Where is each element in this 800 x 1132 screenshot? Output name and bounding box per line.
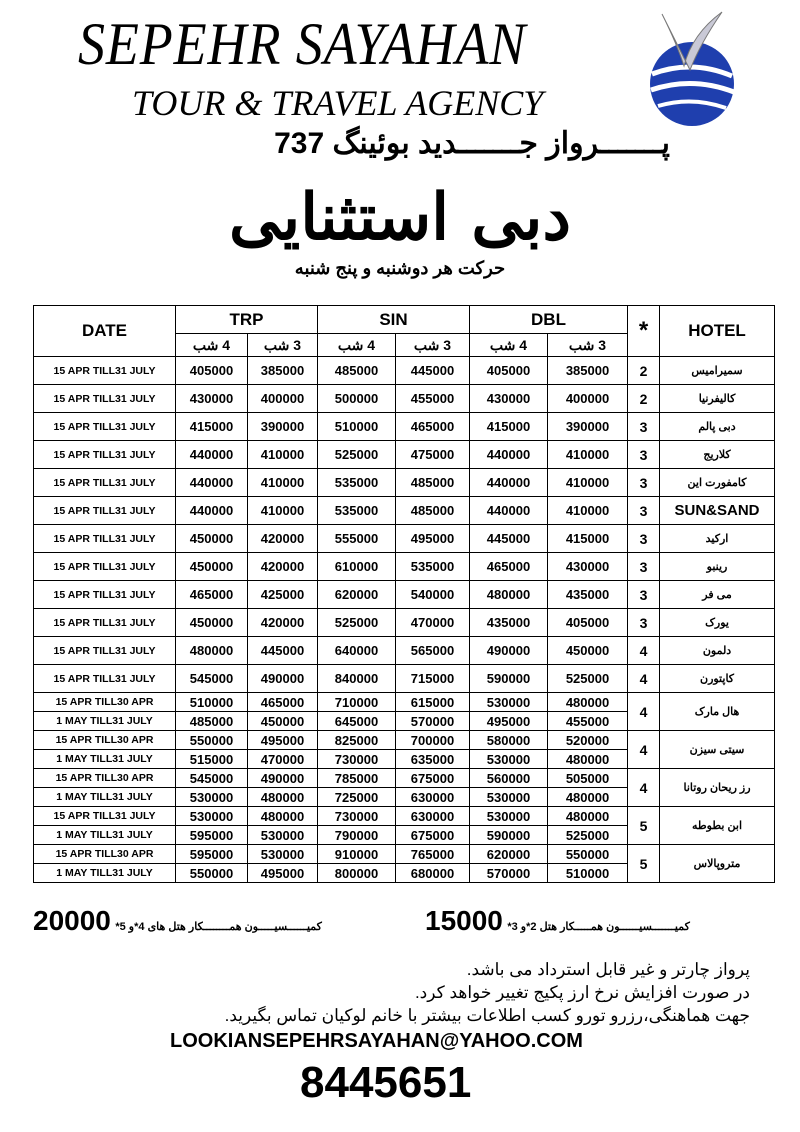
hotel-name: می فر: [660, 581, 775, 609]
price-trp4: 510000: [176, 693, 248, 712]
price-sin3: 445000: [396, 357, 470, 385]
date-range: 15 APR TILL31 JULY: [34, 553, 176, 581]
price-sin4: 785000: [318, 769, 396, 788]
price-dbl4: 495000: [470, 712, 548, 731]
price-sin3: 700000: [396, 731, 470, 750]
price-sin4: 840000: [318, 665, 396, 693]
price-trp4: 550000: [176, 864, 248, 883]
star-rating: 4: [628, 731, 660, 769]
price-dbl4: 480000: [470, 581, 548, 609]
price-dbl3: 480000: [548, 788, 628, 807]
price-sin3: 635000: [396, 750, 470, 769]
hotel-name: سمیرامیس: [660, 357, 775, 385]
price-dbl3: 390000: [548, 413, 628, 441]
price-sin3: 630000: [396, 807, 470, 826]
price-trp3: 445000: [248, 637, 318, 665]
price-trp4: 595000: [176, 826, 248, 845]
price-trp3: 530000: [248, 826, 318, 845]
table-row: [34, 845, 775, 864]
header-dbl-4nights: 4 شب: [470, 334, 548, 357]
contact-email[interactable]: LOOKIANSEPEHRSAYAHAN@YAHOO.COM: [170, 1030, 583, 1052]
price-trp4: 450000: [176, 525, 248, 553]
price-sin4: 645000: [318, 712, 396, 731]
price-dbl3: 455000: [548, 712, 628, 731]
date-range: 15 APR TILL31 JULY: [34, 441, 176, 469]
price-trp4: 480000: [176, 637, 248, 665]
price-dbl3: 480000: [548, 807, 628, 826]
hotel-name: ارکید: [660, 525, 775, 553]
header-trp: TRP: [176, 306, 318, 334]
price-sin3: 570000: [396, 712, 470, 731]
contact-phone[interactable]: 8445651: [300, 1058, 472, 1107]
note-line: در صورت افزایش نرخ ارز پکیج تغییر خواهد کرد.: [414, 983, 750, 1002]
table-row: [34, 413, 775, 441]
price-trp4: 545000: [176, 769, 248, 788]
hotel-name: رز ریحان روتانا: [660, 769, 775, 807]
price-dbl4: 435000: [470, 609, 548, 637]
star-rating: 3: [628, 441, 660, 469]
hotel-name: هال مارک: [660, 693, 775, 731]
header-sin-4nights: 4 شب: [318, 334, 396, 357]
date-range: 15 APR TILL30 APR: [34, 845, 176, 864]
table-row: [34, 693, 775, 712]
header-date: DATE: [34, 306, 176, 357]
price-dbl3: 550000: [548, 845, 628, 864]
star-rating: 3: [628, 469, 660, 497]
price-sin3: 535000: [396, 553, 470, 581]
date-range: 15 APR TILL31 JULY: [34, 525, 176, 553]
date-range: 1 MAY TILL31 JULY: [34, 864, 176, 883]
price-dbl3: 415000: [548, 525, 628, 553]
hotel-name: دلمون: [660, 637, 775, 665]
globe-bird-logo: [622, 4, 742, 134]
price-sin4: 485000: [318, 357, 396, 385]
star-rating: 5: [628, 845, 660, 883]
commission-2-3-star: [425, 905, 690, 937]
price-dbl3: 505000: [548, 769, 628, 788]
departure-days: حرکت هر دوشنبه و پنج شنبه: [294, 258, 506, 278]
hotel-name: SUN&SAND: [660, 497, 775, 525]
price-trp3: 465000: [248, 693, 318, 712]
date-range: 1 MAY TILL31 JULY: [34, 826, 176, 845]
price-dbl4: 530000: [470, 693, 548, 712]
price-dbl4: 440000: [470, 441, 548, 469]
date-range: 15 APR TILL31 JULY: [34, 413, 176, 441]
price-trp3: 490000: [248, 665, 318, 693]
price-dbl4: 570000: [470, 864, 548, 883]
price-table-body: [34, 357, 775, 883]
price-trp3: 425000: [248, 581, 318, 609]
price-trp3: 480000: [248, 807, 318, 826]
price-dbl4: 530000: [470, 807, 548, 826]
date-range: 1 MAY TILL31 JULY: [34, 750, 176, 769]
price-sin3: 765000: [396, 845, 470, 864]
price-dbl4: 580000: [470, 731, 548, 750]
notes-block: [225, 958, 750, 1027]
price-sin4: 525000: [318, 609, 396, 637]
agency-subtitle: TOUR & TRAVEL AGENCY: [132, 83, 544, 123]
price-trp4: 440000: [176, 469, 248, 497]
price-sin4: 510000: [318, 413, 396, 441]
price-dbl4: 560000: [470, 769, 548, 788]
table-row: [34, 581, 775, 609]
price-trp3: 420000: [248, 525, 318, 553]
date-range: 15 APR TILL31 JULY: [34, 665, 176, 693]
date-range: 15 APR TILL30 APR: [34, 693, 176, 712]
price-sin3: 715000: [396, 665, 470, 693]
date-range: 1 MAY TILL31 JULY: [34, 788, 176, 807]
star-rating: 4: [628, 769, 660, 807]
date-range: 15 APR TILL31 JULY: [34, 581, 176, 609]
star-rating: 4: [628, 693, 660, 731]
price-sin3: 455000: [396, 385, 470, 413]
price-sin3: 675000: [396, 769, 470, 788]
star-rating: 3: [628, 525, 660, 553]
table-row: [34, 469, 775, 497]
price-dbl3: 480000: [548, 693, 628, 712]
header-dbl: DBL: [470, 306, 628, 334]
price-dbl4: 440000: [470, 497, 548, 525]
price-sin4: 640000: [318, 637, 396, 665]
price-sin4: 710000: [318, 693, 396, 712]
price-sin3: 680000: [396, 864, 470, 883]
price-trp3: 480000: [248, 788, 318, 807]
hotel-name: کلاریج: [660, 441, 775, 469]
price-trp4: 545000: [176, 665, 248, 693]
price-trp4: 405000: [176, 357, 248, 385]
date-range: 15 APR TILL31 JULY: [34, 497, 176, 525]
table-row: [34, 553, 775, 581]
star-rating: 2: [628, 357, 660, 385]
price-trp4: 440000: [176, 441, 248, 469]
price-dbl4: 590000: [470, 826, 548, 845]
price-sin4: 620000: [318, 581, 396, 609]
header-dbl-3nights: 3 شب: [548, 334, 628, 357]
table-row: [34, 441, 775, 469]
header-hotel: HOTEL: [660, 306, 775, 357]
price-dbl3: 525000: [548, 826, 628, 845]
price-trp3: 470000: [248, 750, 318, 769]
price-dbl3: 450000: [548, 637, 628, 665]
price-dbl3: 480000: [548, 750, 628, 769]
price-trp3: 450000: [248, 712, 318, 731]
header-trp-3nights: 3 شب: [248, 334, 318, 357]
price-sin4: 535000: [318, 469, 396, 497]
price-dbl3: 430000: [548, 553, 628, 581]
star-rating: 3: [628, 497, 660, 525]
price-trp4: 515000: [176, 750, 248, 769]
hotel-name: ابن بطوطه: [660, 807, 775, 845]
price-trp4: 530000: [176, 807, 248, 826]
commission-2-3-label: *3 کمیـــــــسیــــــون همـــــکار هتل 2*و: [507, 921, 690, 933]
price-dbl3: 400000: [548, 385, 628, 413]
date-range: 15 APR TILL31 JULY: [34, 385, 176, 413]
hotel-name: یورک: [660, 609, 775, 637]
commission-4-5-amount: 20000: [33, 905, 111, 936]
price-dbl4: 620000: [470, 845, 548, 864]
price-sin4: 555000: [318, 525, 396, 553]
star-rating: 2: [628, 385, 660, 413]
price-trp4: 430000: [176, 385, 248, 413]
star-rating: 3: [628, 413, 660, 441]
price-trp3: 530000: [248, 845, 318, 864]
table-row: [34, 731, 775, 750]
price-trp4: 595000: [176, 845, 248, 864]
header-star: *: [628, 306, 660, 357]
price-dbl3: 410000: [548, 469, 628, 497]
date-range: 15 APR TILL31 JULY: [34, 609, 176, 637]
price-trp4: 485000: [176, 712, 248, 731]
commission-4-5-star: [33, 905, 322, 937]
price-trp4: 450000: [176, 553, 248, 581]
price-dbl3: 525000: [548, 665, 628, 693]
date-range: 15 APR TILL31 JULY: [34, 807, 176, 826]
price-trp3: 400000: [248, 385, 318, 413]
price-sin4: 730000: [318, 807, 396, 826]
commission-4-5-label: *5 کمیــــــسیـــــون همــــــــکار هتل های 4*و: [115, 921, 322, 933]
price-sin4: 910000: [318, 845, 396, 864]
price-dbl4: 530000: [470, 788, 548, 807]
price-trp3: 495000: [248, 731, 318, 750]
price-sin3: 475000: [396, 441, 470, 469]
price-dbl3: 520000: [548, 731, 628, 750]
flight-headline: پـــــــرواز جـــــــدید بوئینگ 737: [274, 127, 670, 160]
note-line: پرواز چارتر و غیر قابل استرداد می باشد.: [466, 960, 750, 979]
star-rating: 4: [628, 637, 660, 665]
price-sin3: 630000: [396, 788, 470, 807]
agency-brand-name: SEPEHR SAYAHAN: [78, 11, 527, 77]
table-row: [34, 807, 775, 826]
price-trp3: 495000: [248, 864, 318, 883]
table-row: [34, 385, 775, 413]
price-sin4: 725000: [318, 788, 396, 807]
price-dbl4: 430000: [470, 385, 548, 413]
star-rating: 3: [628, 553, 660, 581]
price-trp3: 410000: [248, 441, 318, 469]
price-sin3: 565000: [396, 637, 470, 665]
price-sin4: 790000: [318, 826, 396, 845]
destination-title: دبی استثنایی: [229, 180, 571, 255]
price-sin3: 540000: [396, 581, 470, 609]
price-sin4: 535000: [318, 497, 396, 525]
date-range: 1 MAY TILL31 JULY: [34, 712, 176, 731]
price-dbl4: 530000: [470, 750, 548, 769]
price-sin3: 485000: [396, 497, 470, 525]
table-row: [34, 609, 775, 637]
price-dbl4: 415000: [470, 413, 548, 441]
table-row: [34, 525, 775, 553]
hotel-name: سیتی سیزن: [660, 731, 775, 769]
table-row: [34, 665, 775, 693]
price-sin4: 525000: [318, 441, 396, 469]
price-dbl4: 405000: [470, 357, 548, 385]
star-rating: 3: [628, 581, 660, 609]
price-dbl4: 590000: [470, 665, 548, 693]
note-line: جهت هماهنگی،رزرو تورو کسب اطلاعات بیشتر با خانم لوکیان تماس بگیرید.: [224, 1006, 750, 1025]
price-dbl3: 510000: [548, 864, 628, 883]
header-sin: SIN: [318, 306, 470, 334]
price-sin4: 800000: [318, 864, 396, 883]
price-dbl3: 385000: [548, 357, 628, 385]
header-sin-3nights: 3 شب: [396, 334, 470, 357]
price-sin3: 495000: [396, 525, 470, 553]
price-trp3: 390000: [248, 413, 318, 441]
price-trp4: 465000: [176, 581, 248, 609]
price-sin3: 485000: [396, 469, 470, 497]
date-range: 15 APR TILL31 JULY: [34, 357, 176, 385]
price-trp3: 490000: [248, 769, 318, 788]
hotel-name: رینبو: [660, 553, 775, 581]
price-dbl4: 445000: [470, 525, 548, 553]
price-sin4: 825000: [318, 731, 396, 750]
price-trp4: 440000: [176, 497, 248, 525]
date-range: 15 APR TILL31 JULY: [34, 637, 176, 665]
price-trp3: 420000: [248, 609, 318, 637]
price-dbl4: 440000: [470, 469, 548, 497]
star-rating: 4: [628, 665, 660, 693]
price-trp4: 450000: [176, 609, 248, 637]
table-row: [34, 637, 775, 665]
price-table: [33, 305, 775, 883]
price-trp3: 410000: [248, 497, 318, 525]
price-dbl3: 410000: [548, 441, 628, 469]
price-trp3: 410000: [248, 469, 318, 497]
table-row: [34, 497, 775, 525]
date-range: 15 APR TILL30 APR: [34, 769, 176, 788]
price-sin3: 465000: [396, 413, 470, 441]
price-trp3: 420000: [248, 553, 318, 581]
date-range: 15 APR TILL31 JULY: [34, 469, 176, 497]
hotel-name: متروپالاس: [660, 845, 775, 883]
price-sin3: 615000: [396, 693, 470, 712]
price-sin4: 500000: [318, 385, 396, 413]
price-sin3: 470000: [396, 609, 470, 637]
commission-2-3-amount: 15000: [425, 905, 503, 936]
table-row: [34, 357, 775, 385]
star-rating: 3: [628, 609, 660, 637]
price-sin3: 675000: [396, 826, 470, 845]
price-dbl4: 490000: [470, 637, 548, 665]
price-trp4: 415000: [176, 413, 248, 441]
star-rating: 5: [628, 807, 660, 845]
hotel-name: کالیفرنیا: [660, 385, 775, 413]
table-row: [34, 769, 775, 788]
price-sin4: 730000: [318, 750, 396, 769]
price-dbl3: 435000: [548, 581, 628, 609]
price-sin4: 610000: [318, 553, 396, 581]
hotel-name: دبی پالم: [660, 413, 775, 441]
hotel-name: کامفورت این: [660, 469, 775, 497]
hotel-name: کاپتورن: [660, 665, 775, 693]
date-range: 15 APR TILL30 APR: [34, 731, 176, 750]
price-dbl4: 465000: [470, 553, 548, 581]
price-dbl3: 410000: [548, 497, 628, 525]
price-trp3: 385000: [248, 357, 318, 385]
price-trp4: 530000: [176, 788, 248, 807]
price-trp4: 550000: [176, 731, 248, 750]
header-trp-4nights: 4 شب: [176, 334, 248, 357]
price-dbl3: 405000: [548, 609, 628, 637]
